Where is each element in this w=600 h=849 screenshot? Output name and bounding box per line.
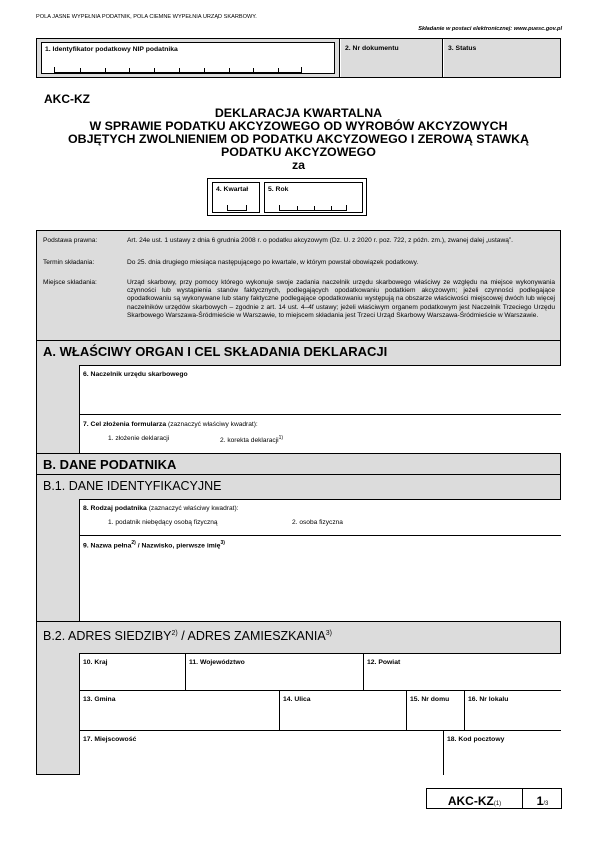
field-11-label: 11. Województwo	[189, 659, 245, 666]
field-8-label: 8. Rodzaj podatnika	[83, 505, 147, 512]
field-16[interactable]	[464, 690, 561, 730]
year-input[interactable]	[264, 182, 363, 213]
section-b1	[36, 475, 561, 622]
field-13[interactable]	[79, 690, 279, 730]
footnote-ref: 2)	[131, 540, 136, 546]
field-14-label: 14. Ulica	[283, 696, 311, 703]
place-label: Miejsce składania:	[43, 279, 97, 286]
form-title-line-3: OBJĘTYCH ZWOLNIENIEM OD PODATKU AKCYZOWEGO I ZEROWĄ STAWKĄ	[68, 132, 529, 146]
field-8	[79, 499, 561, 535]
nip-ticks	[54, 67, 302, 73]
footnote-ref: 3)	[325, 629, 332, 637]
digit-tick	[278, 68, 279, 72]
field-9-label-b: / Nazwisko, pierwsze imię	[135, 542, 221, 550]
field-6-label: 6. Naczelnik urzędu skarbowego	[83, 371, 188, 378]
field-14[interactable]	[279, 690, 406, 730]
section-b2-title-b: / ADRES ZAMIESZKANIA	[177, 629, 326, 643]
field-10-label: 10. Kraj	[83, 659, 108, 666]
digit-tick	[80, 68, 81, 72]
digit-tick	[154, 68, 155, 72]
quarter-ticks	[227, 205, 247, 211]
field-8-note: (zaznaczyć właściwy kwadrat):	[148, 505, 239, 512]
field-17-label: 17. Miejscowość	[83, 736, 137, 743]
field-9-label	[83, 540, 225, 549]
footer-code: AKC-KZ	[447, 794, 494, 808]
field-9-label-a: 9. Nazwa pełna	[83, 542, 132, 550]
doc-number-field	[341, 39, 443, 77]
form-title-line-1: DEKLARACJA KWARTALNA	[214, 106, 383, 120]
place-text: Urząd skarbowy, przy pomocy którego wykonuje swoje zadania naczelnik urzędu skarbowego właściwy ze względu na miejsce wykonywania czynności lub wystąpienia stanów faktycznych, podlegających opodatkowaniu podatkiem akcyzowym; jeżeli czynności podlegające opodatkowaniu są wykonywane lub stany faktyczne podlegające opodatkowaniu występują na obszarze właściwości miejscowej dwóch lub więcej naczelników urzędów skarbowych – zgodnie z art. 14 ust. 4–4f ustawy; jeżeli właściwym organem podatkowym jest Naczelnik Trzeciego Urzędu Skarbowego Warszawa-Śródmieście w Warszawie, to miejscem składania jest Trzeci Urząd Skarbowy Warszawa-Śródmieście w Warszawie.	[127, 279, 555, 319]
field-12-label: 12. Powiat	[367, 659, 401, 666]
form-code: AKC-KZ	[44, 92, 90, 106]
field-8-option-1-label: 1. podatnik niebędący osobą fizyczną	[108, 519, 218, 526]
period-box	[207, 178, 367, 216]
form-title	[36, 107, 561, 172]
field-7-label: 7. Cel złożenia formularza	[83, 421, 167, 428]
field-12[interactable]	[363, 653, 561, 690]
digit-tick	[253, 68, 254, 72]
field-11[interactable]	[185, 653, 363, 690]
footer-page: 1	[536, 794, 544, 808]
section-b1-title: B.1. DANE IDENTYFIKACYJNE	[43, 479, 222, 493]
section-b2-title	[43, 629, 332, 643]
field-8-option-2[interactable]	[292, 519, 343, 526]
nip-input[interactable]	[41, 42, 335, 74]
field-13-label: 13. Gmina	[83, 696, 116, 703]
digit-tick	[229, 68, 230, 72]
digit-tick	[179, 68, 180, 72]
field-7-note: (zaznaczyć właściwy kwadrat):	[168, 421, 258, 428]
field-8-option-2-label: 2. osoba fizyczna	[292, 519, 343, 526]
quarter-label: 4. Kwartał	[216, 186, 249, 193]
header-row	[36, 38, 561, 78]
page-footer	[426, 788, 562, 809]
footer-pages: /3	[543, 801, 549, 807]
field-16-label: 16. Nr lokalu	[468, 696, 509, 703]
basis-label: Podstawa prawna:	[43, 237, 98, 244]
field-17[interactable]	[79, 730, 443, 775]
deadline-label: Termin składania:	[43, 259, 95, 266]
section-b2-title-a: B.2. ADRES SIEDZIBY	[43, 629, 172, 643]
field-9[interactable]	[79, 535, 561, 621]
section-b2	[36, 621, 561, 775]
digit-tick	[105, 68, 106, 72]
field-18[interactable]	[443, 730, 561, 775]
nip-label: 1. Identyfikator podatkowy NIP podatnika	[45, 46, 178, 53]
digit-tick	[314, 206, 315, 210]
field-7-option-1[interactable]	[108, 435, 169, 442]
info-block	[36, 230, 561, 341]
section-b-title: B. DANE PODATNIKA	[43, 457, 177, 472]
status-field	[444, 39, 560, 77]
field-7	[79, 414, 561, 453]
field-7-option-1-label: 1. złożenie deklaracji	[108, 435, 170, 442]
section-a	[36, 341, 561, 454]
footnote-ref: 1)	[278, 435, 284, 441]
footnote-ref: 2)	[171, 629, 178, 637]
field-15-label: 15. Nr domu	[410, 696, 450, 703]
section-b	[36, 453, 561, 475]
top-note: POLA JASNE WYPEŁNIA PODATNIK, POLA CIEMNE WYPEŁNIA URZĄD SKARBOWY.	[36, 14, 257, 20]
field-18-label: 18. Kod pocztowy	[447, 736, 505, 743]
status-label: 3. Status	[448, 45, 477, 52]
doc-number-label: 2. Nr dokumentu	[345, 45, 399, 52]
quarter-input[interactable]	[212, 182, 260, 213]
basis-text: Art. 24e ust. 1 ustawy z dnia 6 grudnia 2008 r. o podatku akcyzowym (Dz. U. z 2020 r. poz. 722, z późn. zm.), zwanej dalej „ustawą”.	[127, 237, 513, 244]
section-a-title: A. WŁAŚCIWY ORGAN I CEL SKŁADANIA DEKLARACJI	[43, 344, 388, 359]
footer-code-box	[427, 789, 523, 808]
deadline-text: Do 25. dnia drugiego miesiąca następującego po kwartale, w którym powstał obowiązek podatkowy.	[127, 259, 419, 266]
year-ticks	[279, 205, 347, 211]
field-7-option-2-label: 2. korekta deklaracji	[220, 437, 279, 445]
form-title-line-2: W SPRAWIE PODATKU AKCYZOWEGO OD WYROBÓW AKCYZOWYCH	[89, 119, 508, 133]
field-8-option-1[interactable]	[108, 519, 218, 526]
footnote-ref: 3)	[220, 540, 225, 546]
field-6[interactable]	[79, 365, 561, 414]
field-10[interactable]	[79, 653, 185, 690]
year-label: 5. Rok	[268, 186, 289, 193]
digit-tick	[129, 68, 130, 72]
nip-field	[37, 39, 340, 77]
footer-version: (1)	[493, 801, 502, 807]
electronic-note: Składanie w postaci elektronicznej: www.puesc.gov.pl	[418, 26, 562, 32]
digit-tick	[204, 68, 205, 72]
form-title-line-4: PODATKU AKCYZOWEGO	[221, 145, 376, 159]
field-7-option-2[interactable]	[220, 435, 283, 444]
footer-page-box	[524, 789, 561, 808]
field-15[interactable]	[406, 690, 464, 730]
digit-tick	[297, 206, 298, 210]
form-title-za: za	[291, 158, 306, 172]
digit-tick	[331, 206, 332, 210]
